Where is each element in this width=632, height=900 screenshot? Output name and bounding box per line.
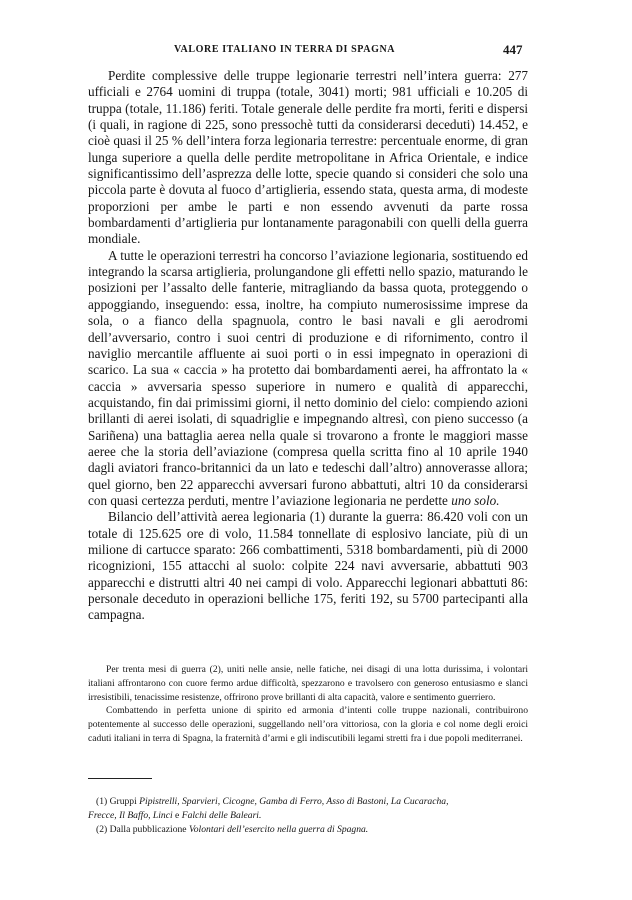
footnote-1-conjunction: e (172, 810, 182, 821)
page-number: 447 (503, 42, 523, 57)
footnote-1-names-a: Pipistrelli, Sparvieri, Cicogne, Gamba di Ferro, Asso di Bastoni, La Cucaracha, (139, 796, 449, 807)
footnote-1 (88, 795, 528, 809)
footnote-2-prefix: (2) Dalla pubblicazione (96, 824, 189, 835)
running-header (0, 44, 632, 60)
italic-phrase: uno solo. (451, 492, 500, 508)
footnote-1-names-c: Falchi delle Baleari. (181, 810, 262, 821)
paragraph-losses: Perdite complessive delle truppe legionarie terrestri nell’intera guerra: 277 ufficiali e 2764 uomini di truppa (totale, 3041) morti; 981 ufficiali e 10.205 di truppa (totale, 11.186) feriti. Totale generale delle perdite fra morti, feriti e dispersi (i quali, in ragione di 225, sono pressochè tutti da considerarsi deceduti) 14.452, e cioè quasi il 25 % dell’intera forza legionaria terrestre: percentuale enorme, di gran lunga superiore a quella delle perdite metropolitane in Africa Orientale, e indice significantissimo dell’asprezza delle lotte, specie quando si consideri che solo una piccola parte è dovuta al fuoco d’artiglieria, essendo stata, questa arma, di modeste proporzioni per ambe le parti e non essendo avvenuti da parte rossa bombardamenti d’artiglieria pur lontanamente paragonabili con quelli della guerra mondiale. (88, 68, 528, 247)
main-text (88, 68, 528, 624)
paragraph-balance: Bilancio dell’attività aerea legionaria (1) durante la guerra: 86.420 voli con un totale di 125.625 ore di volo, 11.584 tonnellate di esplosivo lanciate, più di un milione di cartucce sparato: 266 combattimenti, 5318 bombardamenti, più di 2000 ricognizioni, 155 attacchi al suolo: colpite 224 navi avversarie, abbattuti 903 apparecchi e distrutti altri 40 nei campi di volo. Apparecchi legionari abbattuti 86: personale deceduto in operazioni belliche 175, feriti 192, su 5700 partecipanti alla campagna. (88, 509, 528, 623)
footnote-2 (88, 823, 528, 837)
footnote-2-title: Volontari dell’esercito nella guerra di Spagna. (188, 824, 369, 835)
paragraph-aviation (88, 248, 528, 510)
block-quote (88, 663, 528, 746)
footnote-divider (88, 778, 152, 779)
quote-paragraph-1: Per trenta mesi di guerra (2), uniti nelle ansie, nelle fatiche, nei disagi di una lotta durissima, i volontari italiani affrontarono con cuore fermo ardue difficoltà, spezzarono e travolsero con generoso entusiasmo e slanci irresistibili, tenacissime resistenze, offrirono prove brillanti di alta capacità, valore e sentimento guerriero. (88, 664, 528, 703)
footnotes (88, 795, 528, 837)
footnote-1-prefix: (1) Gruppi (96, 796, 140, 807)
running-title: VALORE ITALIANO IN TERRA DI SPAGNA (174, 44, 396, 55)
paragraph-aviation-text: A tutte le operazioni terrestri ha concorso l’aviazione legionaria, sostituendo ed integrando la scarsa artiglieria, prolungandone gli effetti nello spazio, maturando le posizioni per l’assalto delle fanterie, mitragliando da bassa quota, proteggendo o appoggiando, inseguendo: essa, inoltre, ha compiuto numerosissime imprese da sola, o a fianco della spagnuola, contro le basi navali e gli aerodromi dell’avversario, contro i suoi centri di produzione e di rifornimento, contro il naviglio mercantile affluente ai suoi porti o in essi impegnato in operazioni di scarico. La sua « caccia » ha protetto dai bombardamenti aerei, ha affrontato la « caccia » avversaria spesso superiore in numero e qualità di apparecchi, acquistando, fin dai primissimi giorni, il netto dominio del cielo: compiendo azioni brillanti di aerei isolati, di squadriglie e impegnando altresì, con pieno successo (a Sariñena) una battaglia aerea nella quale si trovarono a fronte le maggiori masse aeree che la storia dell’aviazione (compresa quella scritta fino al 10 aprile 1940 dagli aviatori franco-britannici da un lato e tedeschi dall’altro) annoverasse allora; quel giorno, ben 22 apparecchi avversari furono abbattuti, altri 10 da considerarsi con quasi certezza perduti, mentre l’aviazione legionaria ne perdette (88, 247, 528, 508)
footnote-1-names-b: Frecce, Il Baffo, Linci (88, 810, 173, 821)
quote-paragraph-2: Combattendo in perfetta unione di spirito ed armonia d’intenti colle truppe nazionali, contribuirono potentemente al successo delle operazioni, suggellando nell’ora vittoriosa, con la gloria e col nome degli eroici caduti italiani in terra di Spagna, la fraternità d’armi e gli indiscutibili legami stretti fra i due popoli mediterranei. (88, 705, 528, 744)
footnote-1-continued (88, 809, 528, 823)
